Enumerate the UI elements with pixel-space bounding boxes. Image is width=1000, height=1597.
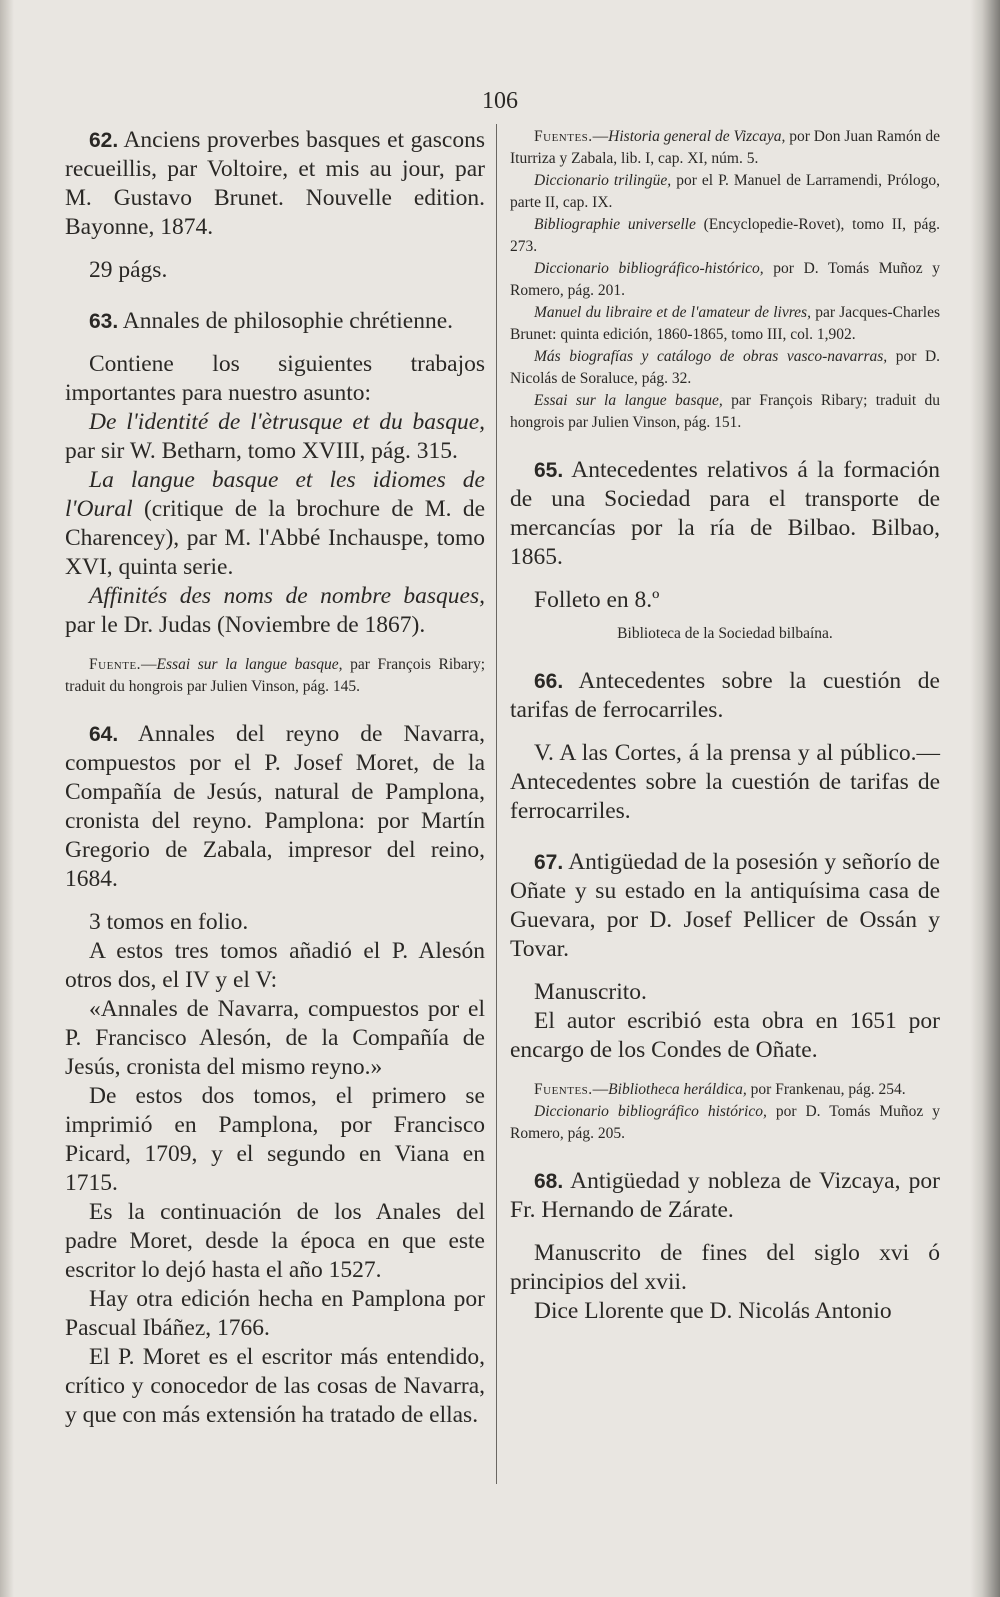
left-column (65, 126, 485, 1430)
source-1: Fuentes.—Historia general de Vizcaya, por Don Juan Ramón de Iturriza y Zabala, lib. I, cap. XI, núm. 5. (510, 128, 941, 167)
entry-62 (65, 126, 485, 285)
entry-64-volumes: 3 tomos en folio. (89, 909, 249, 935)
page-number: 106 (482, 88, 518, 114)
entry-64-note-6: El P. Moret es el escritor más entendido, crítico y conocedor de las cosas de Navarra, y que con más extensión ha tratado de ellas. (65, 1344, 485, 1428)
entry-62-title: 62. Anciens proverbes basques et gascons recueillis, par Voltoire, et mis au jour, par M. Gustavo Brunet. Nouvelle edition. Bayonne, 1874. (65, 127, 485, 240)
entry-63 (65, 307, 485, 698)
entry-65 (510, 456, 940, 645)
source-4: Diccionario bibliográfico-histórico, por D. Tomás Muñoz y Romero, pág. 201. (510, 260, 941, 299)
entry-number: 62. (89, 129, 119, 152)
entry-63-intro: Contiene los siguientes trabajos importantes para nuestro asunto: (65, 351, 485, 406)
entry-63-fuente: Fuente.—Essai sur la langue basque, par François Ribary; traduit du hongrois par Julien Vinson, pág. 145. (65, 656, 485, 695)
source-6: Más biografías y catálogo de obras vasco-navarras, por D. Nicolás de Soraluce, pág. 32. (510, 348, 941, 387)
entry-64-note-3: De estos dos tomos, el primero se imprimió en Pamplona, por Francisco Picard, 1709, y el segundo en Viana en 1715. (65, 1083, 485, 1196)
source-2: Diccionario trilingüe, por el P. Manuel de Larramendi, Prólogo, parte II, cap. IX. (510, 172, 941, 211)
entry-66-title: 66. Antecedentes sobre la cuestión de tarifas de ferrocarriles. (510, 668, 940, 723)
entry-67 (510, 848, 940, 1145)
entry-63-title: 63. Annales de philosophie chrétienne. (89, 308, 454, 334)
entry-64-note-2: «Annales de Navarra, compuestos por el P. Francisco Alesón, de la Compañía de Jesús, cronista del mismo reyno.» (65, 996, 485, 1080)
page-edge-right (970, 0, 1000, 1597)
entry-number: 66. (534, 670, 564, 693)
entry-67-format: Manuscrito. (534, 979, 647, 1005)
entry-63-work-3: Affinités des noms de nombre basques, par le Dr. Judas (Noviembre de 1867). (65, 583, 485, 638)
entry-66 (510, 667, 940, 826)
entry-67-source-2: Diccionario bibliográfico histórico, por D. Tomás Muñoz y Romero, pág. 205. (510, 1103, 941, 1142)
entry-64-note-5: Hay otra edición hecha en Pamplona por Pascual Ibáñez, 1766. (65, 1286, 485, 1341)
source-5: Manuel du libraire et de l'amateur de livres, par Jacques-Charles Brunet: quinta edición, 1860-1865, tomo III, col. 1,902. (510, 304, 940, 343)
entry-number: 65. (534, 459, 564, 482)
entry-65-format: Folleto en 8.º (534, 587, 660, 613)
entry-68-title: 68. Antigüedad y nobleza de Vizcaya, por Fr. Hernando de Zárate. (510, 1168, 940, 1223)
entry-number: 63. (89, 310, 119, 333)
source-3: Bibliographie universelle (Encyclopedie-Rovet), tomo II, pág. 273. (510, 216, 940, 255)
entry-67-note: El autor escribió esta obra en 1651 por encargo de los Condes de Oñate. (510, 1008, 940, 1063)
column-divider (496, 124, 497, 1484)
entry-68 (510, 1167, 940, 1326)
entry-68-note: Dice Llorente que D. Nicolás Antonio (534, 1298, 892, 1324)
entry-67-source-1: Fuentes.—Bibliotheca heráldica, por Frankenau, pág. 254. (534, 1081, 906, 1098)
entry-66-note: V. A las Cortes, á la prensa y al público.—Antecedentes sobre la cuestión de tarifas de ferrocarriles. (510, 740, 940, 824)
page-edge-left (0, 0, 14, 1597)
entry-63-work-2: La langue basque et les idiomes de l'Oural (critique de la brochure de M. de Charencey), par M. l'Abbé Inchauspe, tomo XVI, quinta serie. (65, 467, 486, 580)
source-7: Essai sur la langue basque, par François Ribary; traduit du hongrois par Julien Vinson, pág. 151. (510, 392, 941, 431)
entry-68-format: Manuscrito de fines del siglo xvi ó principios del xvii. (510, 1240, 940, 1295)
entry-65-location: Biblioteca de la Sociedad bilbaína. (617, 625, 833, 642)
right-column (510, 126, 940, 1326)
entry-number: 68. (534, 1170, 564, 1193)
entry-64 (65, 720, 485, 1430)
entry-67-title: 67. Antigüedad de la posesión y señorío de Oñate y su estado en la antiquísima casa de Guevara, por D. Josef Pellicer de Ossán y Tovar. (510, 849, 940, 962)
entry-number: 67. (534, 851, 564, 874)
entry-65-title: 65. Antecedentes relativos á la formación de una Sociedad para el transporte de mercancías por la ría de Bilbao. Bilbao, 1865. (510, 457, 940, 570)
entry-63-work-1: De l'identité de l'ètrusque et du basque, par sir W. Betharn, tomo XVIII, pág. 315. (65, 409, 485, 464)
entry-64-title: 64. Annales del reyno de Navarra, compuestos por el P. Josef Moret, de la Compañía de Jesús, natural de Pamplona, cronista del reyno. Pamplona: por Martín Gregorio de Zabala, impresor del reino, 1684. (65, 721, 485, 892)
entry-64-sources (510, 126, 940, 434)
entry-64-note-1: A estos tres tomos añadió el P. Alesón otros dos, el IV y el V: (65, 938, 485, 993)
entry-number: 64. (89, 723, 119, 746)
entry-64-note-4: Es la continuación de los Anales del padre Moret, desde la época en que este escritor lo dejó hasta el año 1527. (65, 1199, 485, 1283)
entry-62-pages: 29 págs. (89, 257, 168, 283)
